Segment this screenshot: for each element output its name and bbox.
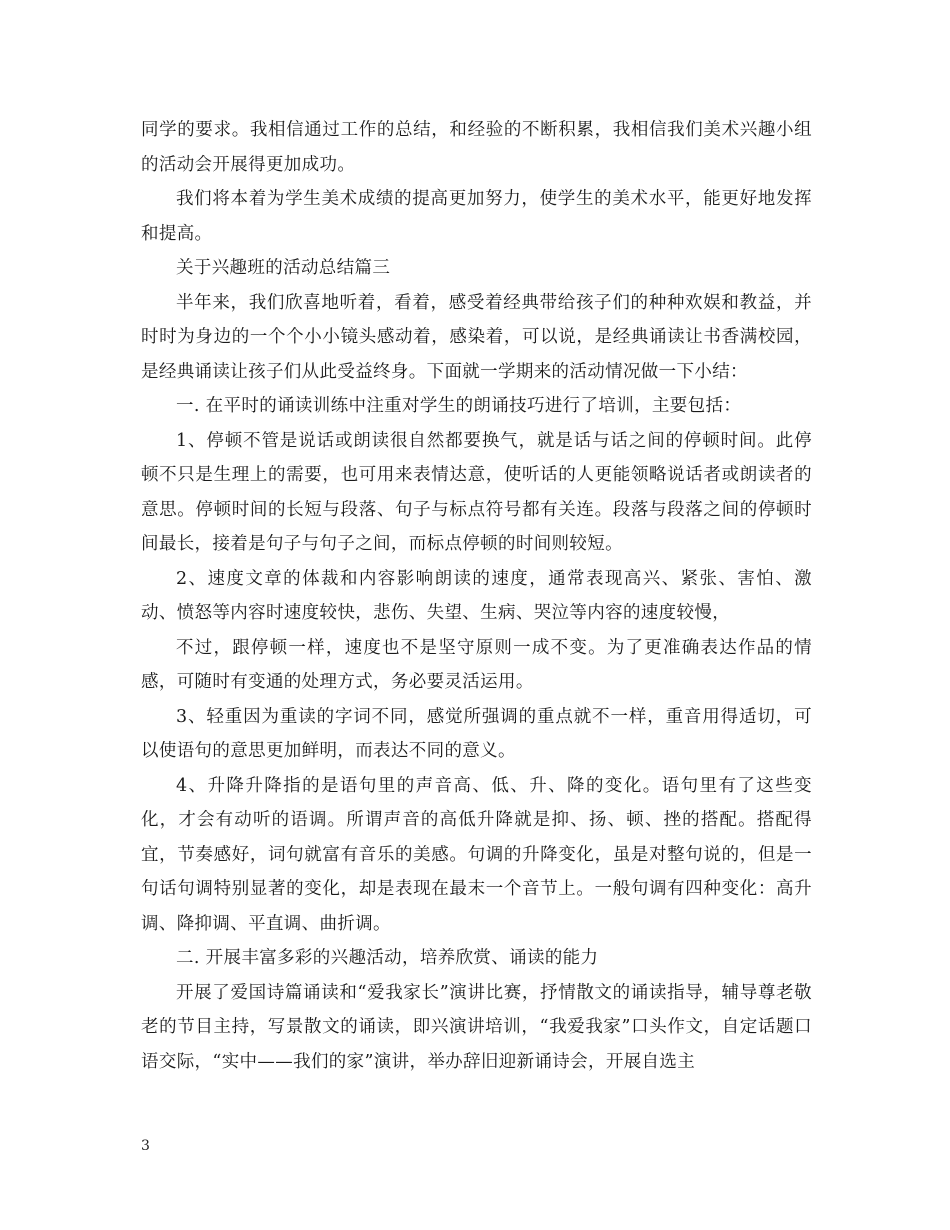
section-heading: 关于兴趣班的活动总结篇三	[176, 258, 391, 278]
paragraph: 2、速度文章的体裁和内容影响朗读的速度，通常表现高兴、紧张、害怕、激动、愤怒等内容时速度较快，悲伤、失望、生病、哭泣等内容的速度较慢，	[141, 568, 812, 623]
page-number: 3	[141, 1138, 150, 1154]
paragraph: 1、停顿不管是说话或朗读很自然都要换气，就是话与话之间的停顿时间。此停顿不只是生理上的需要，也可用来表情达意，使听话的人更能领略说话者或朗读者的意思。停顿时间的长短与段落、句子与标点符号都有关连。段落与段落之间的停顿时间最长，接着是句子与句子之间，而标点停顿的时间则较短。	[141, 430, 812, 554]
paragraph: 不过，跟停顿一样，速度也不是坚守原则一成不变。为了更准确表达作品的情感，可随时有变通的处理方式，务必要灵活运用。	[141, 637, 812, 692]
paragraph: 半年来，我们欣喜地听着，看着，感受着经典带给孩子们的种种欢娱和教益，并时时为身边的一个个小小镜头感动着，感染着，可以说，是经典诵读让书香满校园，是经典诵读让孩子们从此受益终身。下面就一学期来的活动情况做一下小结：	[141, 292, 812, 382]
subsection-heading: 二. 开展丰富多彩的兴趣活动，培养欣赏、诵读的能力	[176, 948, 599, 968]
subsection-heading: 一. 在平时的诵读训练中注重对学生的朗诵技巧进行了培训，主要包括：	[176, 396, 742, 416]
paragraph: 开展了爱国诗篇诵读和“爱我家长”演讲比赛，抒情散文的诵读指导，辅导尊老敬老的节目主持，写景散文的诵读，即兴演讲培训，“我爱我家”口头作文，自定话题口语交际，“实中——我们的家”演讲，举办辞旧迎新诵诗会，开展自选主	[141, 982, 812, 1072]
paragraph: 3、轻重因为重读的字词不同，感觉所强调的重点就不一样，重音用得适切，可以使语句的意思更加鲜明，而表达不同的意义。	[141, 706, 812, 761]
paragraph: 我们将本着为学生美术成绩的提高更加努力，使学生的美术水平，能更好地发挥和提高。	[141, 189, 812, 244]
paragraph: 同学的要求。我相信通过工作的总结，和经验的不断积累，我相信我们美术兴趣小组的活动会开展得更加成功。	[141, 120, 812, 175]
paragraph: 4、升降升降指的是语句里的声音高、低、升、降的变化。语句里有了这些变化，才会有动听的语调。所谓声音的高低升降就是抑、扬、顿、挫的搭配。搭配得宜，节奏感好，词句就富有音乐的美感。句调的升降变化，虽是对整句说的，但是一句话句调特别显著的变化，却是表现在最末一个音节上。一般句调有四种变化：高升调、降抑调、平直调、曲折调。	[141, 775, 812, 934]
document-body	[141, 113, 812, 1079]
